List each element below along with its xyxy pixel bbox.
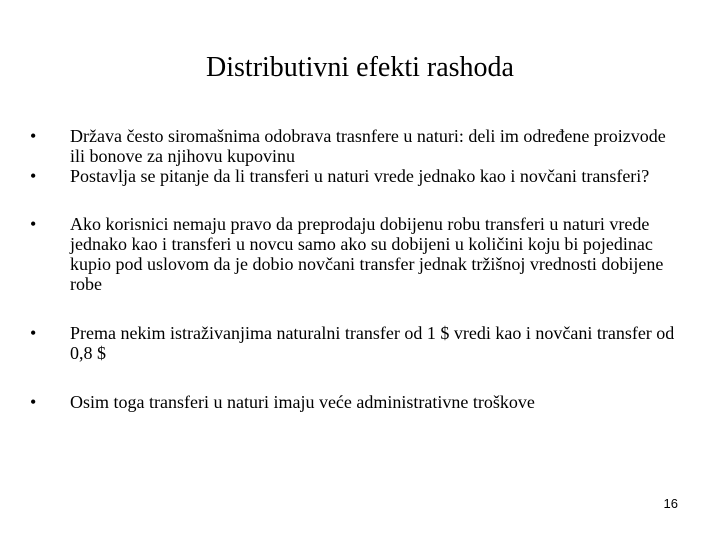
bullet-text: Država često siromašnima odobrava trasnfere u naturi: deli im određene proizvode ili bonove za njihovu kupovinu	[70, 126, 666, 166]
bullet-icon: •	[30, 323, 37, 343]
bullet-text: Prema nekim istraživanjima naturalni transfer od 1 $ vredi kao i novčani transfer od 0,8 $	[70, 323, 675, 363]
bullet-icon: •	[30, 214, 37, 234]
slide-title: Distributivni efekti rashoda	[206, 52, 514, 83]
bullet-text: Ako korisnici nemaju pravo da preprodaju dobijenu robu transferi u naturi vrede jednako kao i transferi u novcu samo ako su dobijeni u količini koju bi pojedinac kupio pod uslovom da je dobio novčani transfer jednak tržišnoj vrednosti dobijene robe	[70, 214, 664, 294]
bullet-item	[30, 214, 680, 294]
bullet-item	[30, 323, 680, 363]
bullet-item	[30, 126, 680, 166]
bullet-text: Postavlja se pitanje da li transferi u naturi vrede jednako kao i novčani transferi?	[70, 166, 650, 186]
page-number: 16	[663, 496, 678, 511]
bullet-item	[30, 166, 680, 186]
bullet-list	[30, 126, 680, 412]
bullet-icon: •	[30, 392, 37, 412]
bullet-icon: •	[30, 126, 37, 146]
bullet-text: Osim toga transferi u naturi imaju veće administrativne troškove	[70, 392, 535, 412]
bullet-icon: •	[30, 166, 37, 186]
bullet-item	[30, 392, 680, 412]
